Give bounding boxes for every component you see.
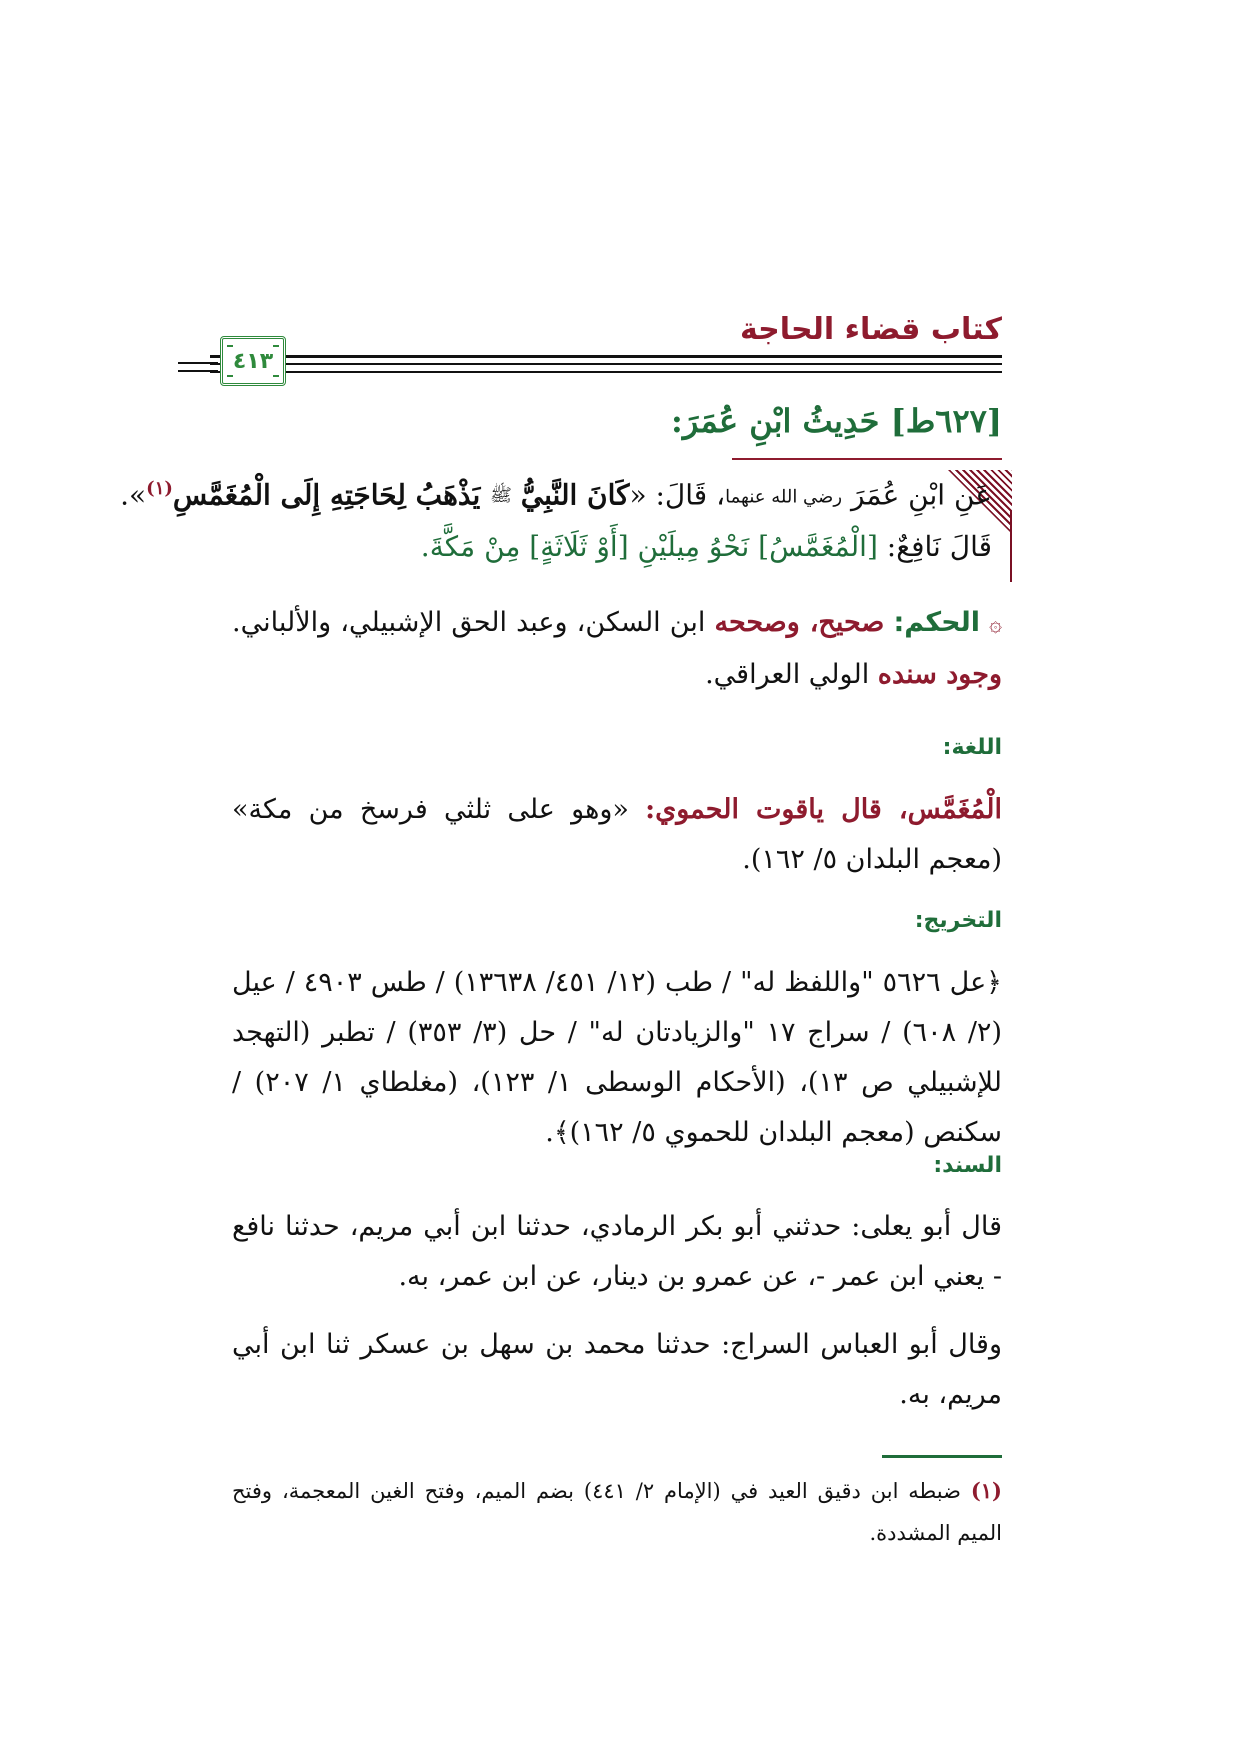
salawat-icon: ﷺ: [490, 484, 512, 506]
matn-side-rule: [1010, 510, 1012, 582]
isnad-grader: الولي العراقي.: [705, 659, 878, 690]
sanad-paragraph: وقال أبو العباس السراج: حدثنا محمد بن سهل بن عسكر ثنا ابن أبي مريم، به.: [232, 1329, 1002, 1410]
sanad-label: السند:: [933, 1153, 1002, 1178]
lugha-paragraph: [232, 785, 1002, 885]
header-rule: [210, 363, 1002, 365]
badge-rule: [178, 362, 218, 364]
matn-box: [120, 470, 1012, 585]
page-number: ٤١٣: [232, 348, 274, 374]
nafi-text: [الْمُغَمَّسُ] نَحْوُ مِيلَيْنِ [أَوْ ثَلَاثَةٍ] مِنْ مَكَّةَ.: [420, 530, 878, 563]
matn-said: ، قَالَ: «: [629, 478, 726, 512]
lugha-text: «وهو على ثلثي فرسخ من مكة» (معجم البلدان ٥/ ١٦٢).: [232, 794, 1002, 875]
hadith-heading: [٦٢٧ط] حَدِيثُ ابْنِ عُمَرَ:: [671, 402, 1002, 440]
ruling-grade: صحيح، وصححه: [714, 607, 885, 638]
lugha-term: الْمُغَمَّس، قال ياقوت الحموي:: [645, 794, 1003, 825]
lugha-label: اللغة:: [942, 735, 1002, 760]
header-rule: [210, 355, 1002, 358]
matn-main: كَانَ النَّبِيُّ: [520, 478, 630, 512]
matn-close: ».: [120, 478, 147, 512]
isnad-grade: وجود سنده: [877, 659, 1002, 690]
ruling-label: الحكم:: [893, 607, 980, 638]
footnote-rule: [882, 1455, 1002, 1458]
matn-rest: يَذْهَبُ لِحَاجَتِهِ إِلَى الْمُغَمَّسِ: [172, 478, 491, 512]
badge-rule: [178, 370, 218, 372]
matn-intro: عَنِ ابْنِ عُمَرَ: [850, 478, 992, 512]
ruling-graders: ابن السكن، وعبد الحق الإشبيلي، والألباني.: [232, 607, 715, 638]
matn-line: [120, 478, 992, 511]
honorific-icon: رضي الله عنهما: [725, 486, 843, 508]
heading-rule: [732, 458, 1002, 460]
takhrij-paragraph: ﴿عل ٥٦٢٦ "واللفظ له" / طب (١٢/ ٤٥١/ ١٣٦٣٨) / طس ٤٩٠٣ / عيل (٢/ ٦٠٨) / سراج ١٧ "والزيادتان له" / حل (٣/ ٣٥٣) / تطبر (التهجد للإشبيلي ص ١٣)، (الأحكام الوسطى ١/ ١٢٣)، (مغلطاي ١/ ٢٠٧) / سكنص (معجم البلدان للحموي ٥/ ١٦٢)﴾.: [232, 967, 1003, 1148]
running-title: كتاب قضاء الحاجة: [739, 312, 1002, 347]
matn-line: [421, 530, 992, 563]
ruling-paragraph: [232, 598, 1002, 700]
footnote: [232, 1470, 1002, 1554]
footnote-number: (١): [970, 1478, 1002, 1503]
ornament-icon: ۞: [989, 612, 1002, 637]
footnote-ref[interactable]: (١): [146, 478, 173, 499]
nafi-intro: قَالَ نَافِعٌ:: [877, 530, 992, 563]
page-number-badge: [220, 336, 286, 386]
takhrij-label: التخريج:: [914, 908, 1002, 933]
sanad-paragraph: قال أبو يعلى: حدثني أبو بكر الرمادي، حدثنا ابن أبي مريم، حدثنا نافع - يعني ابن عمر -، عن عمرو بن دينار، عن ابن عمر، به.: [232, 1211, 1002, 1292]
footnote-text: ضبطه ابن دقيق العيد في (الإمام ٢/ ٤٤١) بضم الميم، وفتح الغين المعجمة، وفتح الميم المشددة.: [232, 1479, 1002, 1545]
header-rule: [210, 371, 1002, 373]
